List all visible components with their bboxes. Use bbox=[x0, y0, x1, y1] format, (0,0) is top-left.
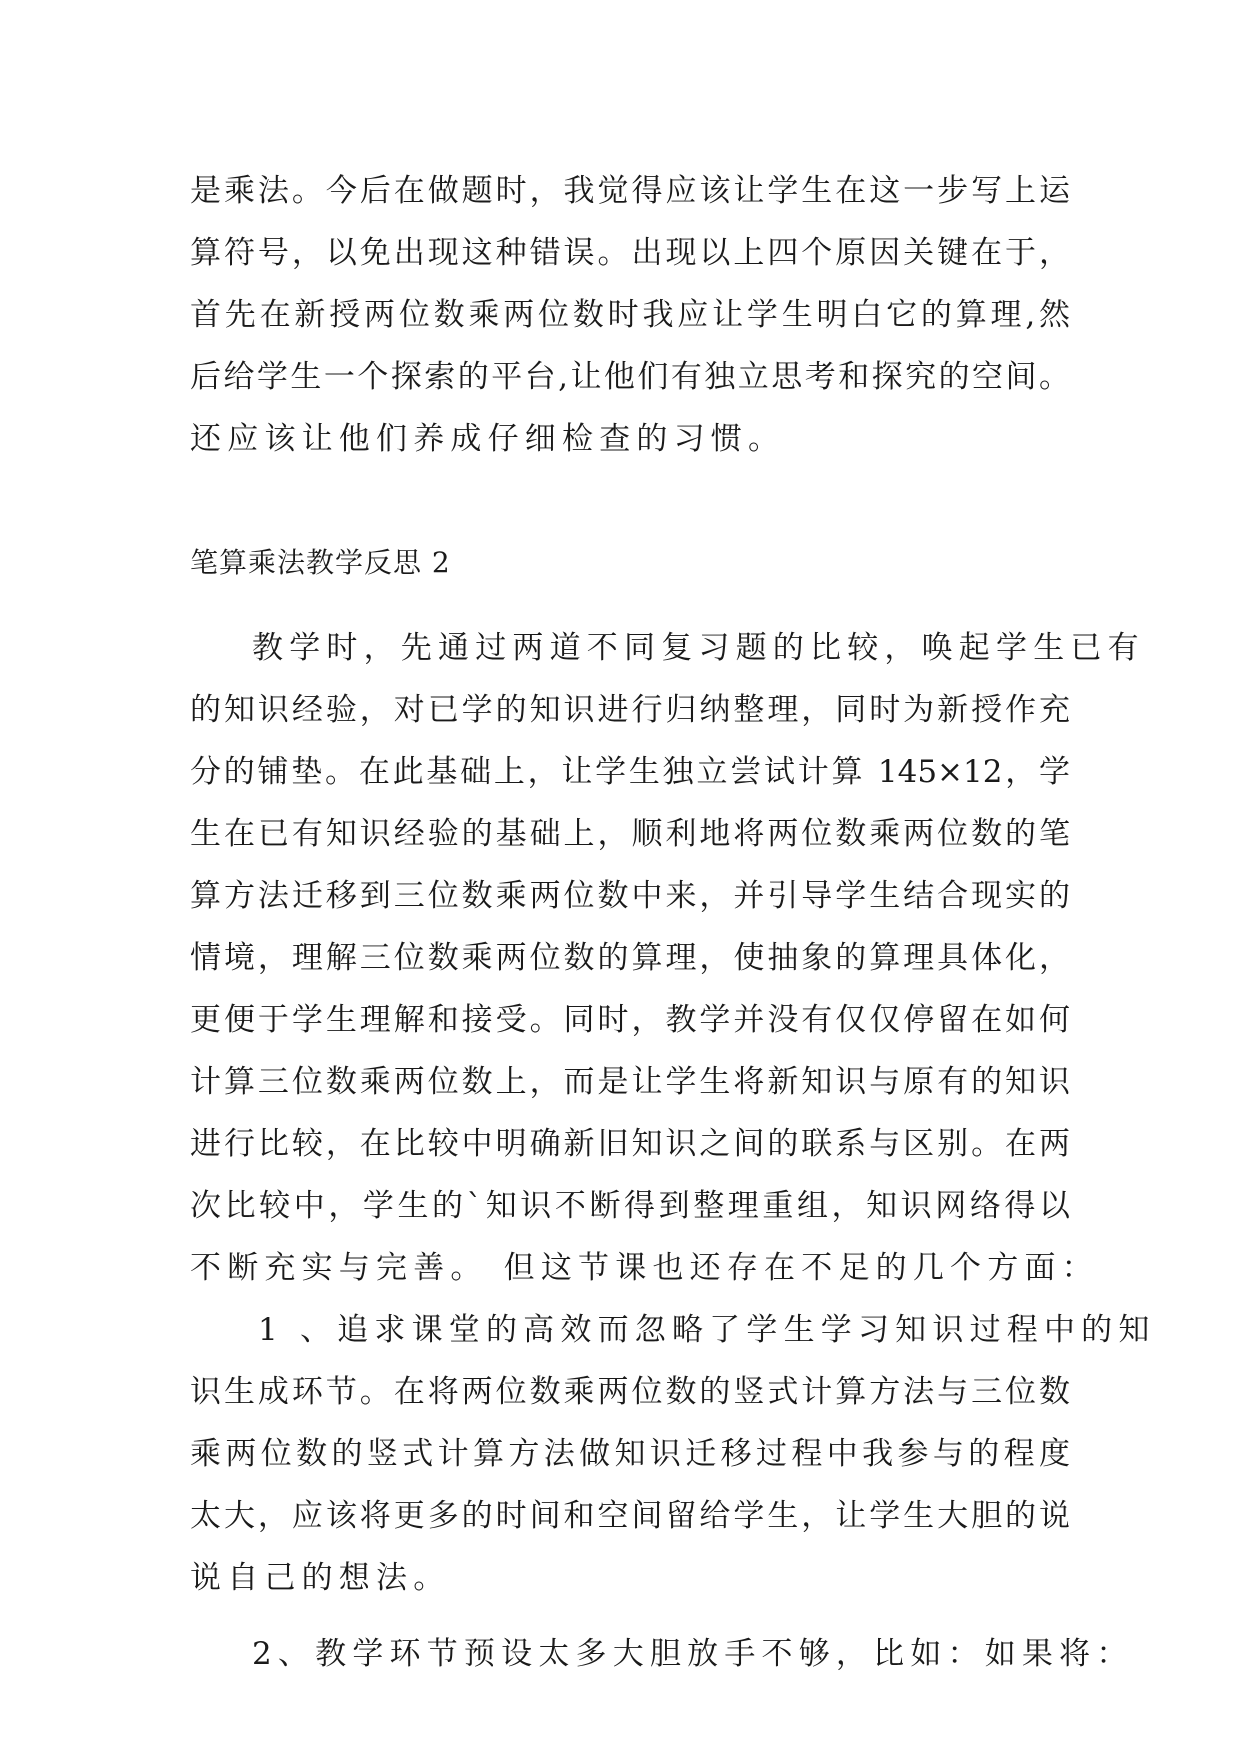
text-line: 识生成环节。在将两位数乘两位数的竖式计算方法与三位数 bbox=[190, 1374, 1070, 1411]
point-one bbox=[190, 1299, 1156, 1609]
text-line: 进行比较，在比较中明确新旧知识之间的联系与区别。在两 bbox=[190, 1126, 1070, 1163]
text-line: 计算三位数乘两位数上，而是让学生将新知识与原有的知识 bbox=[190, 1064, 1070, 1101]
text-line: 不断充实与完善。 但这节课也还存在不足的几个方面： bbox=[190, 1250, 1099, 1287]
text-line: 说自己的想法。 bbox=[190, 1560, 451, 1597]
paragraph-continuation bbox=[190, 160, 1070, 470]
text-line: 太大，应该将更多的时间和空间留给学生，让学生大胆的说 bbox=[190, 1498, 1070, 1535]
text-line: 后给学生一个探索的平台,让他们有独立思考和探究的空间。 bbox=[190, 359, 1070, 395]
text-line: 是乘法。今后在做题时，我觉得应该让学生在这一步写上运 bbox=[190, 173, 1070, 209]
point-two bbox=[190, 1623, 1134, 1685]
text-line: 更便于学生理解和接受。同时，教学并没有仅仅停留在如何 bbox=[190, 1002, 1070, 1039]
text-line: 的知识经验，对已学的知识进行归纳整理，同时为新授作充 bbox=[190, 692, 1070, 729]
paragraph-main bbox=[190, 617, 1145, 1299]
document-page bbox=[190, 160, 1156, 1685]
text-line: 还应该让他们养成仔细检查的习惯。 bbox=[190, 421, 786, 457]
text-line: 教学时，先通过两道不同复习题的比较，唤起学生已有 bbox=[252, 630, 1145, 667]
text-line: 乘两位数的竖式计算方法做知识迁移过程中我参与的程度 bbox=[190, 1436, 1070, 1473]
text-line: 次比较中，学生的`知识不断得到整理重组，知识网络得以 bbox=[190, 1188, 1070, 1225]
text-line: 算方法迁移到三位数乘两位数中来，并引导学生结合现实的 bbox=[190, 878, 1070, 915]
text-line: 2、教学环节预设太多大胆放手不够，比如：如果将： bbox=[252, 1636, 1134, 1673]
text-line: 分的铺垫。在此基础上，让学生独立尝试计算 145×12，学 bbox=[190, 754, 1070, 791]
section-heading: 笔算乘法教学反思 2 bbox=[190, 546, 451, 579]
text-line: 算符号，以免出现这种错误。出现以上四个原因关键在于， bbox=[190, 235, 1070, 271]
text-line: 情境，理解三位数乘两位数的算理，使抽象的算理具体化， bbox=[190, 940, 1070, 977]
text-line: 1 、追求课堂的高效而忽略了学生学习知识过程中的知 bbox=[258, 1312, 1156, 1349]
text-line: 首先在新授两位数乘两位数时我应让学生明白它的算理,然 bbox=[190, 297, 1070, 333]
text-line: 生在已有知识经验的基础上，顺利地将两位数乘两位数的笔 bbox=[190, 816, 1070, 853]
